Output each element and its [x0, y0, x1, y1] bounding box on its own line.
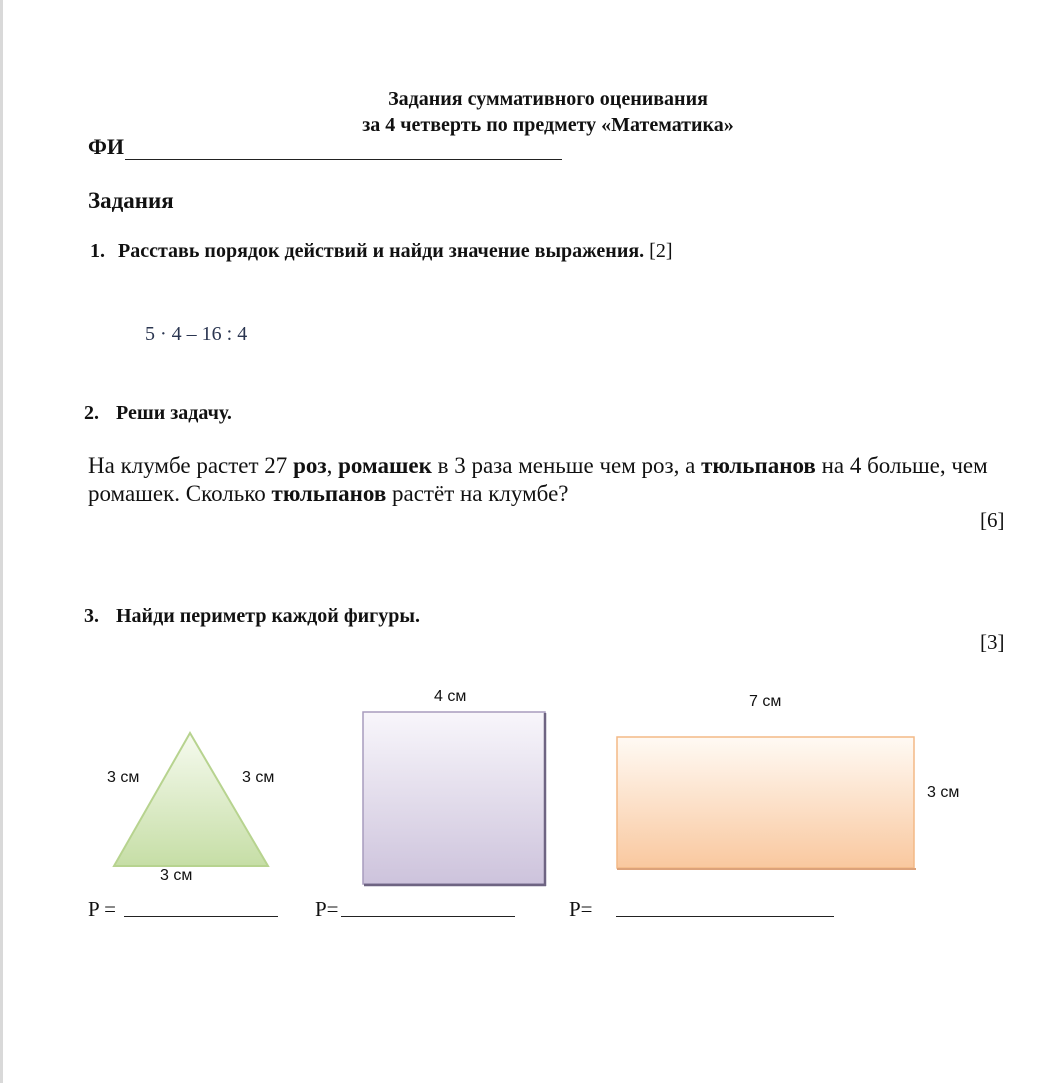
- perimeter-2-answer-line[interactable]: [341, 916, 515, 917]
- perimeter-2-label: P=: [315, 897, 339, 921]
- section-title: Задания: [88, 188, 174, 213]
- problem-bold: роз: [293, 453, 327, 478]
- task-1-text: Расставь порядок действий и найди значение выражения.: [118, 240, 645, 262]
- task-2-number: 2.: [84, 402, 99, 424]
- task-1-points: [2]: [649, 240, 673, 262]
- rectangle-top-label: 7 см: [749, 693, 782, 710]
- problem-bold: ромашек: [338, 453, 432, 478]
- square-top-label: 4 см: [434, 688, 467, 705]
- problem-bold: тюльпанов: [701, 453, 816, 478]
- perimeter-3-label: P=: [569, 897, 593, 921]
- problem-text: на 4 больше, чем ромашек. Сколько: [88, 453, 988, 506]
- rectangle-shape: [617, 737, 914, 868]
- task-3-text: Найди периметр каждой фигуры.: [116, 605, 421, 627]
- task-2-points: [6]: [980, 508, 1005, 532]
- task-3-number: 3.: [84, 605, 99, 627]
- problem-text: ,: [326, 453, 339, 478]
- square-shape: [363, 712, 545, 884]
- problem-text: На клумбе растет 27: [88, 453, 294, 478]
- triangle-base-label: 3 см: [160, 867, 193, 884]
- task-1-expression: 5 · 4 – 16 : 4: [145, 323, 248, 345]
- problem-text: растёт на клумбе?: [386, 481, 569, 506]
- rectangle-right-label: 3 см: [927, 784, 960, 801]
- triangle-shape: [114, 733, 268, 866]
- problem-bold: тюльпанов: [271, 481, 387, 506]
- task-2-text: Реши задачу.: [116, 402, 232, 424]
- perimeter-3-answer-line[interactable]: [616, 916, 834, 917]
- fi-label: ФИ: [88, 134, 125, 159]
- perimeter-1-answer-line[interactable]: [124, 916, 278, 917]
- title-line-1: Задания суммативного оценивания: [388, 88, 708, 110]
- task-1-number: 1.: [90, 240, 105, 262]
- task-3-points: [3]: [980, 630, 1005, 654]
- problem-text: в 3 раза меньше чем роз, а: [431, 453, 702, 478]
- triangle-right-label: 3 см: [242, 769, 275, 786]
- perimeter-1-label: P =: [88, 897, 116, 921]
- title-line-2: за 4 четверть по предмету «Математика»: [362, 114, 734, 136]
- triangle-left-label: 3 см: [107, 769, 140, 786]
